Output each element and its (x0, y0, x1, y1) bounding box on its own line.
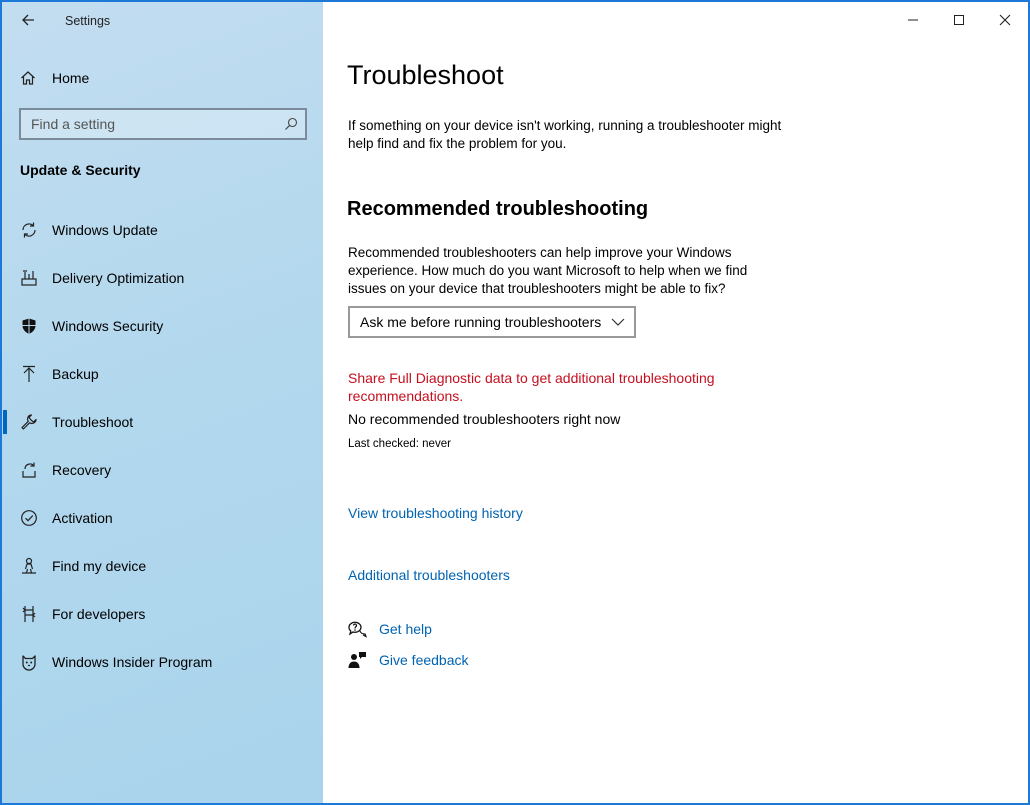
sidebar-item-windows-security[interactable] (2, 302, 323, 350)
recommended-heading: Recommended troubleshooting (347, 198, 649, 220)
sidebar-item-label: Windows Security (52, 318, 164, 334)
sidebar-item-label: Backup (52, 366, 99, 382)
window-controls (890, 2, 1028, 38)
feedback-icon (347, 650, 367, 670)
home-icon (20, 70, 36, 86)
intro-text: If something on your device isn't working, running a troubleshooter might help find and fix the problem for you. (348, 118, 782, 151)
back-button[interactable] (10, 6, 46, 34)
sidebar-item-windows-update[interactable] (2, 206, 323, 254)
troubleshooting-history-link[interactable]: View troubleshooting history (348, 505, 523, 521)
sidebar-item-activation[interactable] (2, 494, 323, 542)
sidebar-nav (2, 206, 323, 686)
page-title: Troubleshoot (347, 60, 504, 90)
sidebar-item-troubleshoot[interactable] (2, 398, 323, 446)
chevron-down-icon (610, 314, 626, 333)
search-icon[interactable] (277, 110, 305, 138)
maximize-icon (953, 14, 965, 26)
sidebar-item-delivery-optimization[interactable] (2, 254, 323, 302)
sidebar-item-label: Delivery Optimization (52, 270, 185, 286)
give-feedback-link[interactable]: Give feedback (379, 652, 469, 668)
wrench-icon (20, 413, 38, 431)
person-pin-icon (20, 557, 38, 575)
sidebar-item-windows-insider[interactable] (2, 638, 323, 686)
home-label: Home (52, 70, 90, 86)
search-input[interactable] (21, 110, 277, 138)
sidebar-item-recovery[interactable] (2, 446, 323, 494)
diagnostic-data-link[interactable]: Share Full Diagnostic data to get additional troubleshooting recommendations. (348, 370, 715, 404)
refresh-icon (20, 221, 38, 239)
close-button[interactable] (982, 2, 1028, 38)
sidebar (2, 2, 323, 803)
sidebar-item-label: Windows Update (52, 222, 158, 238)
dropdown-value: Ask me before running troubleshooters (360, 314, 602, 330)
developer-icon (20, 605, 38, 623)
sidebar-item-home[interactable] (20, 66, 89, 90)
get-help-row[interactable] (347, 619, 432, 639)
no-recommended-text: No recommended troubleshooters right now (348, 411, 621, 427)
check-circle-icon (20, 509, 38, 527)
recovery-icon (20, 461, 38, 479)
sidebar-item-label: Windows Insider Program (52, 654, 213, 670)
sidebar-item-label: Troubleshoot (52, 414, 134, 430)
sidebar-item-label: Recovery (52, 462, 112, 478)
sidebar-item-label: Activation (52, 510, 113, 526)
recommended-description: Recommended troubleshooters can help improve your Windows experience. How much do you want Microsoft to help when we find issues on your device that troubleshooters might be able to fix? (348, 245, 748, 296)
backup-arrow-icon (20, 365, 38, 383)
shield-icon (20, 317, 38, 335)
sidebar-item-find-my-device[interactable] (2, 542, 323, 590)
maximize-button[interactable] (936, 2, 982, 38)
troubleshoot-preference-dropdown[interactable] (348, 306, 636, 338)
content-pane (323, 2, 1028, 803)
close-icon (999, 14, 1011, 26)
sidebar-item-label: For developers (52, 606, 146, 622)
search-box[interactable] (19, 108, 307, 140)
give-feedback-row[interactable] (347, 650, 469, 670)
get-help-link[interactable]: Get help (379, 621, 432, 637)
section-title: Update & Security (20, 162, 141, 178)
app-title: Settings (65, 14, 111, 28)
get-help-icon (347, 619, 367, 639)
sidebar-item-label: Find my device (52, 558, 147, 574)
sidebar-item-backup[interactable] (2, 350, 323, 398)
additional-troubleshooters-link[interactable]: Additional troubleshooters (348, 567, 510, 583)
minimize-icon (907, 14, 919, 26)
minimize-button[interactable] (890, 2, 936, 38)
delivery-icon (20, 269, 38, 287)
back-arrow-icon (21, 13, 35, 27)
insider-cat-icon (20, 653, 38, 671)
last-checked-text: Last checked: never (348, 438, 451, 450)
sidebar-item-for-developers[interactable] (2, 590, 323, 638)
